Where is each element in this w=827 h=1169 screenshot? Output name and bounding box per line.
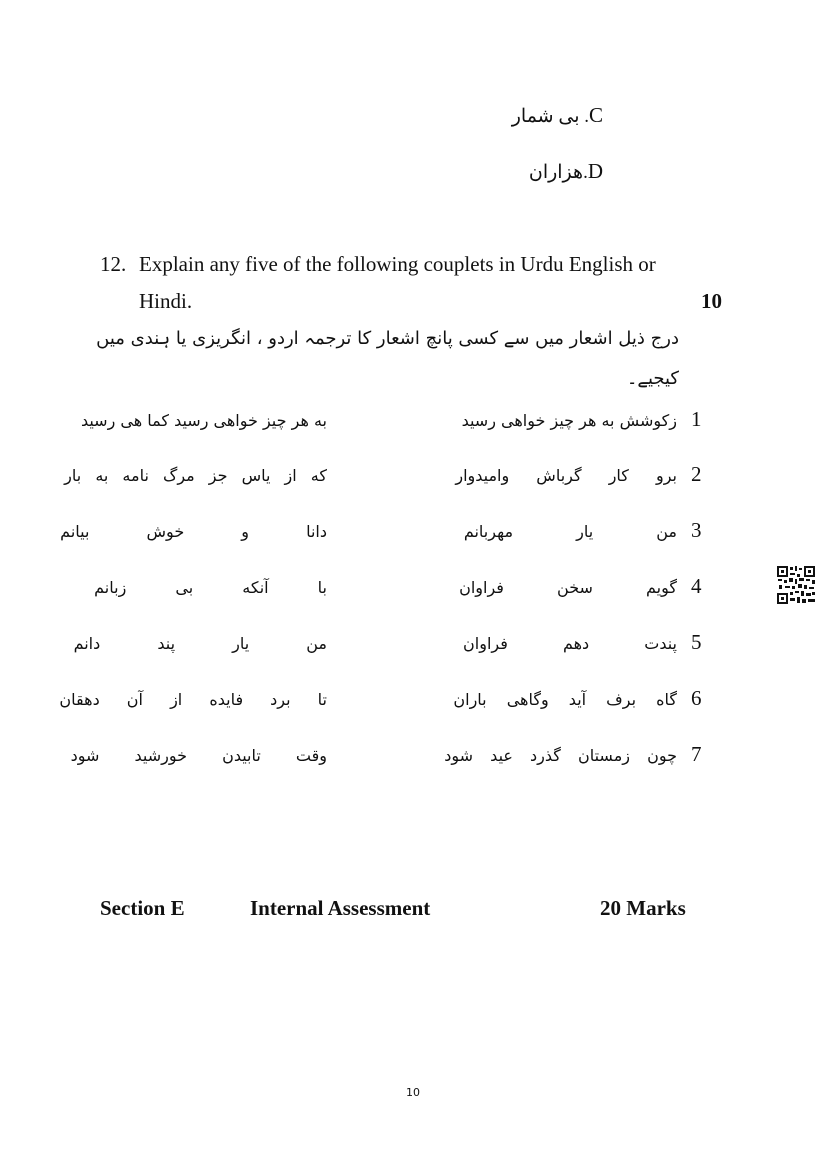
question-number: 12. — [100, 252, 127, 276]
couplet-number: 4 — [691, 574, 702, 598]
couplet-first-line: گویم سخن فراوان — [459, 578, 677, 597]
qr-code-icon — [776, 565, 816, 605]
option-d-text: .هزاران — [528, 162, 588, 183]
question-text-line2: Hindi. — [139, 289, 193, 313]
section-marks: 20 Marks — [600, 896, 686, 920]
option-d — [529, 159, 603, 184]
section-title: Internal Assessment — [250, 896, 431, 920]
couplet-second-line: من یار پند دانم — [73, 634, 327, 653]
couplet-number: 6 — [691, 686, 702, 710]
couplet-number: 1 — [691, 407, 702, 431]
couplet-second-line: که از یاس جز مرگ نامه به بار — [64, 466, 327, 485]
couplet-number: 2 — [691, 462, 702, 486]
couplet-second-line: به هر چیز خواهی رسید کما هی رسید — [80, 411, 327, 430]
option-c — [512, 103, 603, 128]
question-text-line1: Explain any five of the following couplets in Urdu English or — [139, 252, 656, 276]
couplet-number: 5 — [691, 630, 702, 654]
question-urdu-line2: کیجیے۔ — [626, 368, 679, 389]
couplet-second-line: تا برد فایده از آن دهقان — [59, 690, 327, 709]
couplet-first-line: برو کار گرباش وامیدوار — [455, 466, 677, 485]
couplet-second-line: با آنکه بی زبانم — [94, 578, 327, 597]
couplet-first-line: من یار مهربانم — [463, 522, 677, 541]
couplet-second-line: دانا و خوش بیانم — [60, 522, 327, 541]
option-c-text: . بی شمار — [511, 106, 589, 127]
couplet-first-line: چون زمستان گذرد عید شود — [444, 746, 677, 765]
couplet-number: 3 — [691, 518, 702, 542]
couplet-first-line: گاه برف آید وگاهی باران — [453, 690, 677, 709]
couplet-second-line: وقت تابیدن خورشید شود — [70, 746, 327, 765]
section-label: Section E — [100, 896, 185, 920]
couplet-number: 7 — [691, 742, 702, 766]
couplet-first-line: زکوشش به هر چیز خواهی رسید — [461, 411, 677, 430]
couplet-first-line: پندت دهم فراوان — [463, 634, 677, 653]
question-urdu-line1: درج ذیل اشعار میں سے کسی پانچ اشعار کا ترجمہ اردو ، انگریزی یا ہندی میں — [96, 328, 679, 349]
option-d-letter: D — [587, 159, 603, 183]
question-marks: 10 — [701, 289, 722, 313]
page-number: 10 — [406, 1086, 420, 1099]
option-c-letter: C — [588, 103, 603, 127]
